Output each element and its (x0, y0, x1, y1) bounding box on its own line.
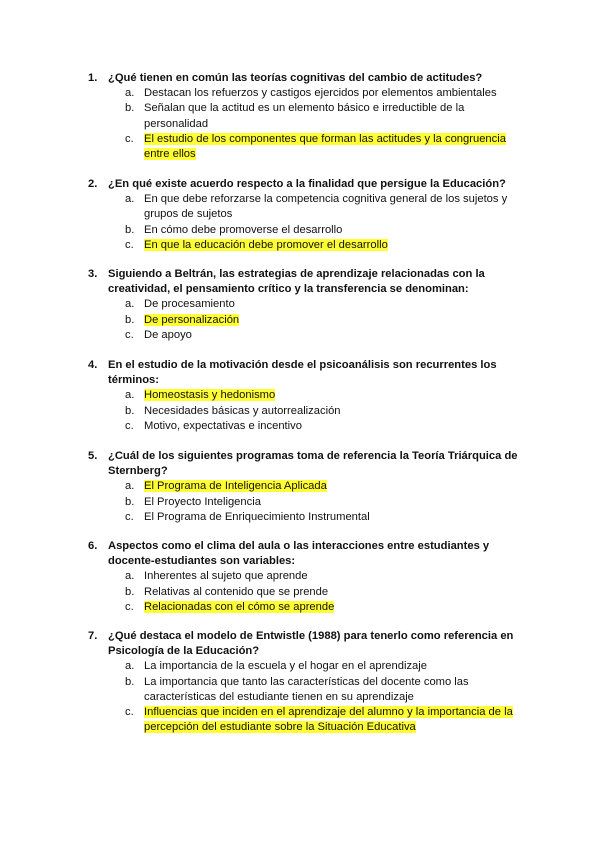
highlighted-answer: Homeostasis y hedonismo (144, 389, 276, 402)
question-4 (88, 358, 528, 434)
highlighted-answer: El Programa de Inteligencia Aplicada (144, 480, 327, 493)
option-letter: a. (125, 570, 135, 583)
question-1 (88, 71, 528, 162)
option-letter: b. (125, 313, 135, 326)
option-letter: a. (125, 480, 135, 493)
option-text: De apoyo (144, 328, 192, 341)
option-text: En cómo debe promoverse el desarrollo (144, 223, 343, 236)
option-c (125, 419, 528, 434)
option-b (125, 585, 528, 600)
option-letter: c. (125, 706, 134, 719)
option-letter: b. (125, 404, 135, 417)
option-b (125, 495, 528, 510)
question-heading (88, 449, 528, 479)
question-heading (88, 358, 528, 388)
option-c-correct (125, 238, 528, 253)
option-a (125, 86, 528, 101)
option-letter: b. (125, 585, 135, 598)
option-c-correct (125, 705, 528, 735)
option-letter: b. (125, 675, 135, 688)
option-text: Motivo, expectativas e incentivo (144, 419, 302, 432)
option-letter: a. (125, 193, 135, 206)
option-b (125, 223, 528, 238)
option-letter: c. (125, 510, 134, 523)
highlighted-answer: De personalización (144, 313, 240, 326)
option-text: La importancia de la escuela y el hogar en el aprendizaje (144, 660, 427, 673)
option-letter: a. (125, 660, 135, 673)
option-letter: c. (125, 238, 134, 251)
option-letter: a. (125, 389, 135, 402)
question-5 (88, 449, 528, 525)
question-text: En el estudio de la motivación desde el psicoanálisis son recurrentes los términos: (108, 359, 497, 387)
option-c (125, 328, 528, 343)
option-text: Destacan los refuerzos y castigos ejercidos por elementos ambientales (144, 87, 497, 100)
option-a (125, 297, 528, 312)
option-text: Necesidades básicas y autorrealización (144, 404, 341, 417)
option-a (125, 659, 528, 674)
option-a-correct (125, 388, 528, 403)
highlighted-answer: Influencias que inciden en el aprendizaje del alumno y la importancia de la percepción del estudiante sobre la Situación Educativa (144, 706, 513, 734)
question-number: 1. (88, 72, 98, 84)
question-heading (88, 177, 528, 192)
option-b (125, 101, 528, 131)
option-letter: b. (125, 495, 135, 508)
question-number: 5. (88, 450, 98, 462)
question-text: ¿En qué existe acuerdo respecto a la finalidad que persigue la Educación? (108, 178, 506, 190)
question-text: Siguiendo a Beltrán, las estrategias de aprendizaje relacionadas con la creatividad, el pensamiento crítico y la transferencia se denominan: (108, 268, 485, 296)
question-heading (88, 267, 528, 297)
highlighted-answer: En que la educación debe promover el desarrollo (144, 238, 388, 251)
option-c-correct (125, 600, 528, 615)
option-a (125, 569, 528, 584)
highlighted-answer: El estudio de los componentes que forman las actitudes y la congruencia entre ellos (144, 132, 506, 161)
option-letter: b. (125, 102, 135, 115)
option-b (125, 675, 528, 705)
option-letter: a. (125, 298, 135, 311)
question-text: ¿Cuál de los siguientes programas toma de referencia la Teoría Triárquica de Sternberg? (108, 450, 518, 478)
option-text: De procesamiento (144, 298, 235, 311)
option-b-correct (125, 313, 528, 328)
option-c (125, 510, 528, 525)
question-heading (88, 71, 528, 86)
option-text: Inherentes al sujeto que aprende (144, 570, 308, 583)
question-2 (88, 177, 528, 253)
question-text: ¿Qué destaca el modelo de Entwistle (1988) para tenerlo como referencia en Psicología de la Educación? (108, 630, 514, 658)
question-text: ¿Qué tienen en común las teorías cognitivas del cambio de actitudes? (108, 72, 483, 84)
question-heading (88, 539, 528, 569)
question-heading (88, 629, 528, 659)
question-number: 7. (88, 630, 98, 642)
question-number: 6. (88, 540, 98, 552)
option-b (125, 404, 528, 419)
question-7 (88, 629, 528, 735)
option-text: Relativas al contenido que se prende (144, 585, 329, 598)
option-letter: b. (125, 223, 135, 236)
option-c-correct (125, 132, 528, 162)
option-text: En que debe reforzarse la competencia cognitiva general de los sujetos y grupos de sujetos (144, 193, 508, 221)
option-letter: c. (125, 419, 134, 432)
option-letter: c. (125, 600, 134, 613)
question-number: 2. (88, 178, 98, 190)
option-letter: c. (125, 132, 134, 145)
option-text: El Programa de Enriquecimiento Instrumental (144, 510, 370, 523)
highlighted-answer: Relacionadas con el cómo se aprende (144, 600, 335, 613)
option-a (125, 192, 528, 222)
option-letter: a. (125, 87, 135, 100)
option-text: Señalan que la actitud es un elemento básico e irreductible de la personalidad (144, 102, 465, 130)
question-number: 3. (88, 268, 98, 280)
question-number: 4. (88, 359, 98, 371)
option-letter: c. (125, 328, 134, 341)
question-text: Aspectos como el clima del aula o las interacciones entre estudiantes y docente-estudiantes son variables: (108, 540, 490, 568)
option-text: El Proyecto Inteligencia (144, 495, 261, 508)
option-a-correct (125, 479, 528, 494)
question-3 (88, 267, 528, 343)
option-text: La importancia que tanto las características del docente como las características del estudiante tienen en su aprendizaje (144, 675, 469, 703)
question-6 (88, 539, 528, 615)
